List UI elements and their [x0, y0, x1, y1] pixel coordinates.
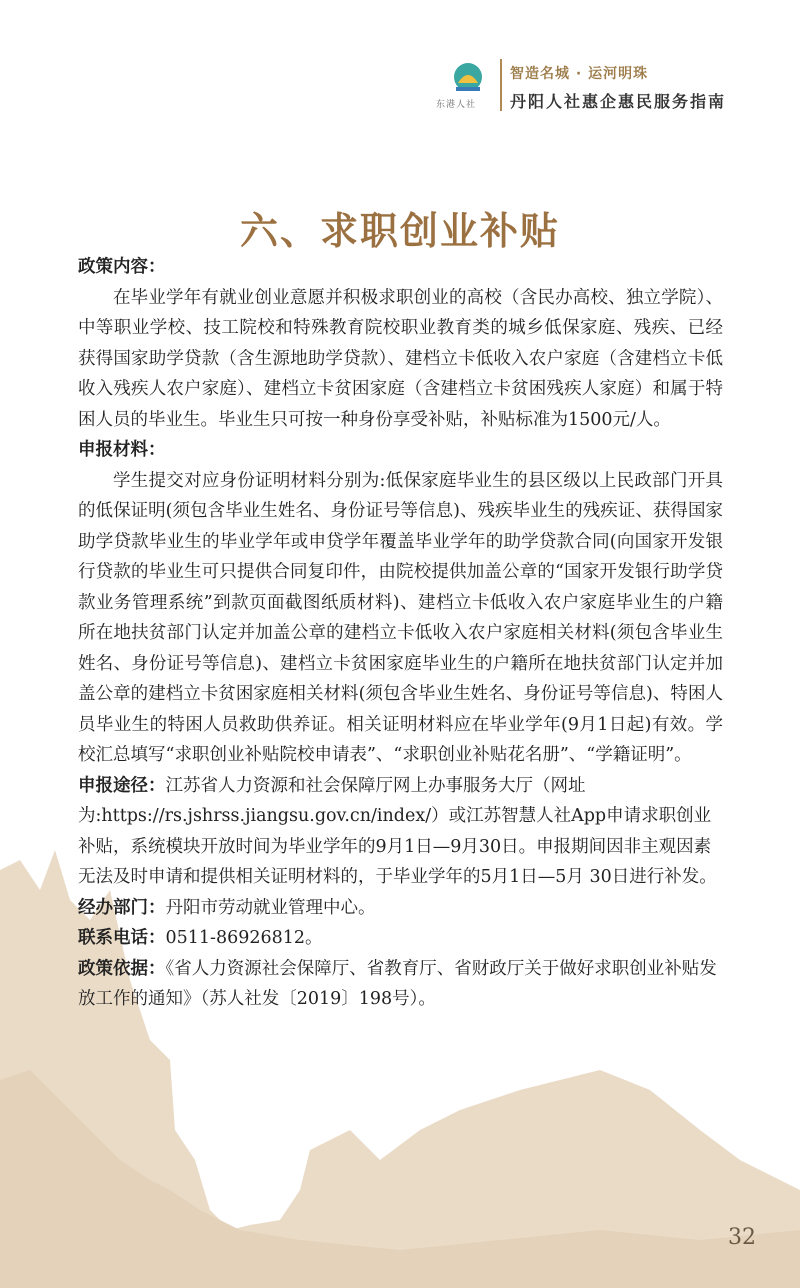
policy-text: 在毕业学年有就业创业意愿并积极求职创业的高校（含民办高校、独立学院）、中等职业学校、技工院校和特殊教育院校职业教育类的城乡低保家庭、残疾、已经获得国家助学贷款（含生源地助学贷款）、建档立卡低收入农户家庭（含建档立卡低收入残疾人农户家庭）、建档立卡贫困家庭（含建档立卡贫困残疾人家庭）和属于特困人员的毕业生。毕业生只可按一种身份享受补贴，补贴标准为1500元/人。 — [78, 287, 723, 430]
materials-label: 申报材料： — [78, 440, 166, 460]
department-row — [78, 893, 723, 924]
main-content — [78, 252, 723, 1015]
phone-row — [78, 923, 723, 954]
channel-row — [78, 771, 723, 893]
channel-text: 江苏省人力资源和社会保障厅网上办事服务大厅（网址为:https://rs.jshrss.jiangsu.gov.cn/index/）或江苏智慧人社App申请求职创业补贴，系统模块开放时间为毕业学年的9月1日—9月30日。申报期间因非主观因素无法及时申请和提供相关证明材料的，于毕业学年的5月1日—5月 30日进行补发。 — [78, 775, 717, 887]
materials-text: 学生提交对应身份证明材料分别为:低保家庭毕业生的县区级以上民政部门开具的低保证明(须包含毕业生姓名、身份证号等信息)、残疾毕业生的残疾证、获得国家助学贷款毕业生的毕业学年或申贷学年覆盖毕业学年的助学贷款合同(向国家开发银行贷款的毕业生可只提供合同复印件，由院校提供加盖公章的“国家开发银行助学贷款业务管理系统”到款页面截图纸质材料)、建档立卡低收入农户家庭毕业生的户籍所在地扶贫部门认定并加盖公章的建档立卡低收入农户家庭相关材料(须包含毕业生姓名、身份证号等信息)、建档立卡贫困家庭毕业生的户籍所在地扶贫部门认定并加盖公章的建档立卡贫困家庭相关材料(须包含毕业生姓名、身份证号等信息)、特困人员毕业生的特困人员救助供养证。相关证明材料应在毕业学年(9月1日起)有效。学校汇总填写“求职创业补贴院校申请表”、“求职创业补贴花名册”、“学籍证明”。 — [78, 470, 723, 765]
page-header — [438, 55, 768, 125]
header-divider — [500, 59, 502, 111]
department-label: 经办部门： — [78, 897, 166, 918]
phone-text: 0511-86926812。 — [165, 928, 323, 948]
channel-label: 申报途径： — [78, 775, 166, 796]
logo-text: 东港人社 — [436, 100, 477, 110]
basis-row — [78, 954, 723, 1015]
header-guide-title: 丹阳人社惠企惠民服务指南 — [510, 92, 727, 111]
phone-label: 联系电话： — [78, 928, 166, 948]
department-text: 丹阳市劳动就业管理中心。 — [165, 897, 376, 918]
basis-label: 政策依据： — [78, 958, 166, 979]
section-title: 六、求职创业补贴 — [239, 209, 560, 253]
policy-label: 政策内容： — [78, 257, 166, 277]
header-slogan: 智造名城 · 运河明珠 — [510, 66, 649, 82]
basis-text: 《省人力资源社会保障厅、省教育厅、省财政厅关于做好求职创业补贴发放工作的通知》（苏人社发〔2019〕198号）。 — [78, 958, 717, 1009]
page-number: 32 — [728, 1225, 756, 1250]
